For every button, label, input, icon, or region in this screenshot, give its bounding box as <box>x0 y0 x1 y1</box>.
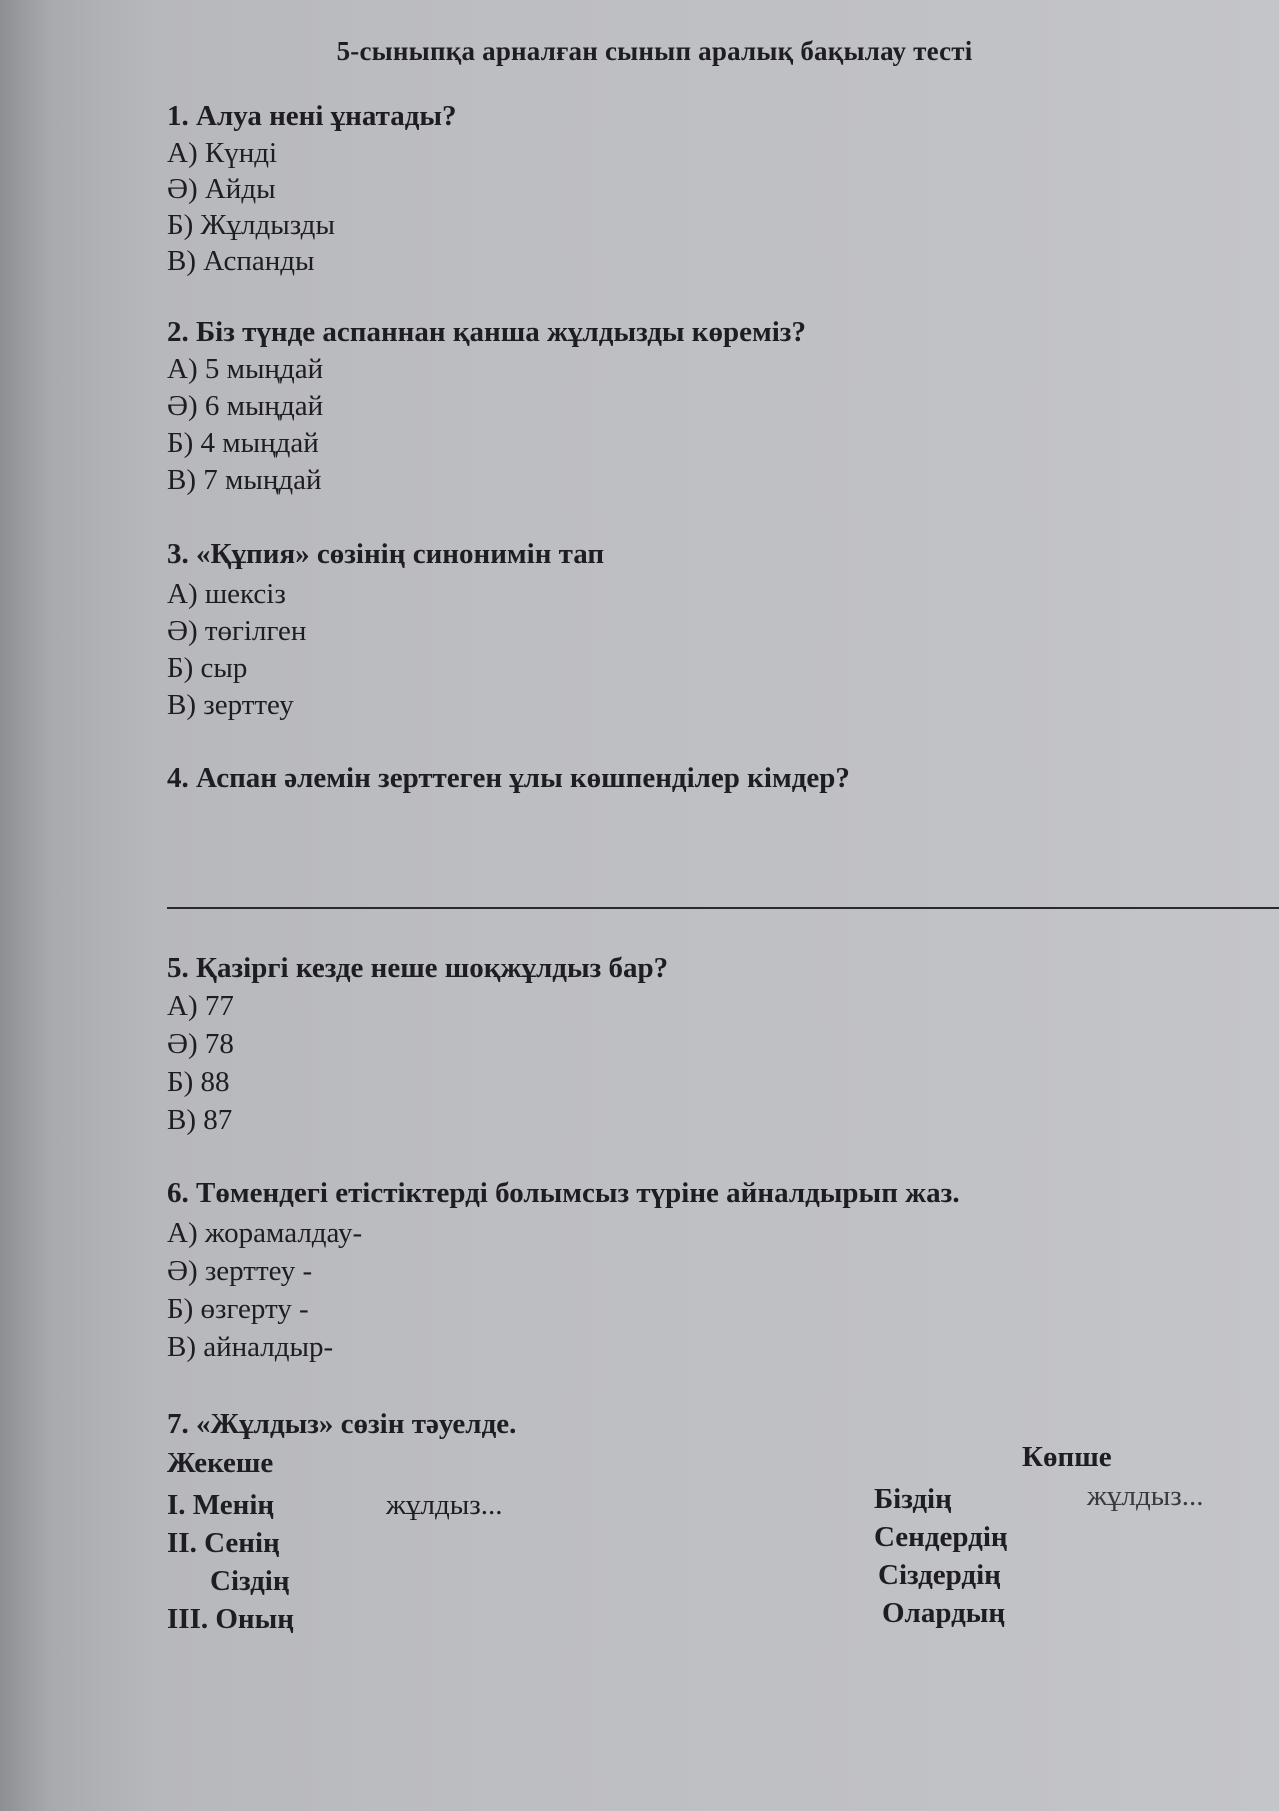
question-5: 5. Қазіргі кезде неше шоқжұлдыз бар? <box>167 952 669 984</box>
question-3-option-v: В) зерттеу <box>167 689 294 721</box>
question-5-option-v: В) 87 <box>167 1104 233 1136</box>
plural-example: жұлдыз... <box>1087 1480 1204 1512</box>
question-6-option-b: Б) өзгерту - <box>167 1293 309 1325</box>
singular-row-1: I. Менің <box>167 1489 275 1521</box>
question-1-option-ae: Ә) Айды <box>167 173 276 205</box>
question-2-option-a: А) 5 мыңдай <box>167 353 324 385</box>
question-1-option-b: Б) Жұлдызды <box>167 209 335 241</box>
question-6-option-a: А) жорамалдау- <box>167 1217 363 1249</box>
page-title: 5-сыныпқа арналған сынып аралық бақылау тесті <box>336 36 973 66</box>
singular-row-2: II. Сенің <box>167 1527 280 1559</box>
question-6-option-ae: Ә) зерттеу - <box>167 1255 313 1287</box>
question-3-option-b: Б) сыр <box>167 652 248 684</box>
question-2-option-b: Б) 4 мыңдай <box>167 427 319 459</box>
question-4: 4. Аспан әлемін зерттеген ұлы көшпенділер кімдер? <box>167 762 850 794</box>
singular-header: Жекеше <box>167 1447 274 1479</box>
singular-example: жұлдыз... <box>386 1489 503 1521</box>
question-1: 1. Алуа нені ұнатады? <box>167 100 457 132</box>
question-3: 3. «Құпия» сөзінің синонимін тап <box>167 538 605 570</box>
question-3-option-a: А) шексіз <box>167 578 286 610</box>
answer-line <box>167 907 1279 909</box>
plural-row-3: Сіздердің <box>878 1559 1001 1591</box>
plural-row-4: Олардың <box>882 1597 1006 1629</box>
singular-row-3: Сіздің <box>210 1565 290 1597</box>
question-7: 7. «Жұлдыз» сөзін тәуелде. <box>167 1408 517 1440</box>
question-5-option-a: А) 77 <box>167 990 234 1022</box>
question-2-option-v: В) 7 мыңдай <box>167 464 322 496</box>
plural-row-1: Біздің <box>874 1483 952 1515</box>
question-5-option-b: Б) 88 <box>167 1066 230 1098</box>
question-2: 2. Біз түнде аспаннан қанша жұлдызды көреміз? <box>167 316 806 348</box>
question-2-option-ae: Ә) 6 мыңдай <box>167 390 324 422</box>
question-3-option-ae: Ә) төгілген <box>167 615 307 647</box>
question-5-option-ae: Ә) 78 <box>167 1028 234 1060</box>
question-6-option-v: В) айналдыр- <box>167 1331 334 1363</box>
plural-header: Көпше <box>1022 1441 1112 1473</box>
question-1-option-a: А) Күнді <box>167 137 278 169</box>
singular-row-4: III. Оның <box>167 1603 294 1635</box>
question-6: 6. Төмендегі етістіктерді болымсыз түріне айналдырып жаз. <box>167 1177 960 1209</box>
plural-row-2: Сендердің <box>874 1521 1008 1553</box>
question-1-option-v: В) Аспанды <box>167 245 315 277</box>
